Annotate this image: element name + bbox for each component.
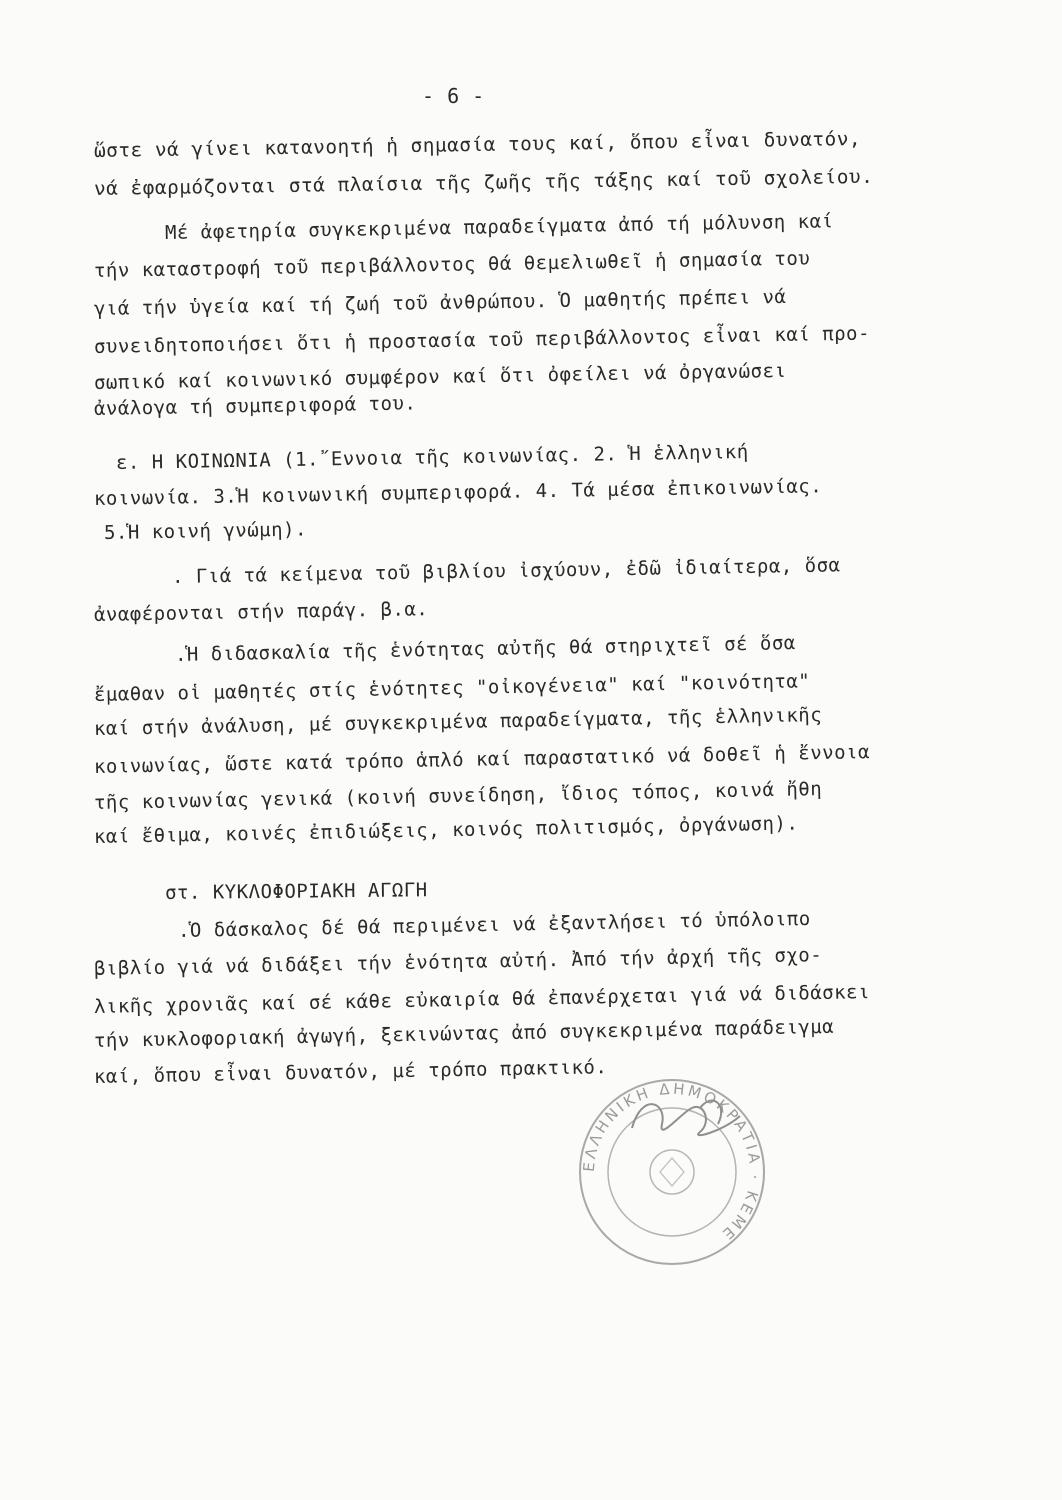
text-line: λικῆς χρονιᾶς καί σέ κάθε εὐκαιρία θά ἐπανέρχεται γιά νά διδάσκει (93, 981, 871, 1018)
text-line: σωπικό καί κοινωνικό συμφέρον καί ὅτι ὀφείλει νά ὀργανώσει (93, 359, 787, 394)
svg-text:ΕΛΛΗΝΙΚΗ ΔΗΜΟΚΡΑΤΙΑ · ΚΕΜΕ: ΕΛΛΗΝΙΚΗ ΔΗΜΟΚΡΑΤΙΑ · ΚΕΜΕ (579, 1079, 765, 1245)
text-line: καί ἔθιμα, κοινές ἐπιδιώξεις, κοινός πολιτισμός, ὀργάνωση). (93, 812, 799, 848)
text-line: κοινωνία. 3.Ἡ κοινωνική συμπεριφορά. 4. Τά μέσα ἐπικοινωνίας. (93, 475, 823, 510)
text-line: ἀνάλογα τή συμπεριφορά του. (93, 392, 417, 420)
text-line: ὥστε νά γίνει κατανοητή ἡ σημασία τους καί, ὅπου εἶναι δυνατόν, (93, 127, 862, 162)
text-line: .Ἡ διδασκαλία τῆς ἑνότητας αὐτῆς θά στηριχτεῖ σέ ὅσα (174, 632, 796, 666)
text-line: καί, ὅπου εἶναι δυνατόν, μέ τρόπο πρακτικό. (93, 1056, 608, 1088)
text-line: Μέ ἀφετηρία συγκεκριμένα παραδείγματα ἀπό τή μόλυνση καί (164, 210, 834, 244)
text-line: .Ὁ δάσκαλος δέ θά περιμένει νά ἐξαντλήσει τό ὑπόλοιπο (177, 907, 811, 942)
text-line: τήν κυκλοφοριακή ἀγωγή, ξεκινώντας ἀπό συγκεκριμένα παράδειγμα (93, 1015, 835, 1052)
section-heading: ε. Η ΚΟΙΝΩΝΙΑ (1.῎Εννοια τῆς κοινωνίας. 2. Ἡ ἑλληνική (115, 440, 749, 474)
text-line: καί στήν ἀνάλυση, μέ συγκεκριμένα παραδείγματα, τῆς ἑλληνικῆς (93, 704, 823, 740)
text-line: νά ἐφαρμόζονται στά πλαίσια τῆς ζωῆς τῆς τάξης καί τοῦ σχολείου. (93, 165, 874, 200)
section-heading: στ. ΚΥΚΛΟΦΟΡΙΑΚΗ ΑΓΩΓΗ (164, 879, 428, 904)
text-line: ἀναφέρονται στήν παράγ. β.α. (93, 598, 429, 626)
text-line: . Γιά τά κείμενα τοῦ βιβλίου ἰσχύουν, ἐδῶ ἰδιαίτερα, ὅσα (171, 554, 841, 588)
text-line: συνειδητοποιήσει ὅτι ἡ προστασία τοῦ περιβάλλοντος εἶναι καί προ- (93, 322, 871, 358)
text-line: κοινωνίας, ὥστε κατά τρόπο ἁπλό καί παραστατικό νά δοθεῖ ἡ ἔννοια (93, 741, 871, 778)
text-line: βιβλίο γιά νά διδάξει τήν ἑνότητα αὐτή. Ἀπό τήν ἀρχή τῆς σχο- (93, 944, 823, 980)
text-line: τῆς κοινωνίας γενικά (κοινή συνείδηση, ἴδιος τόπος, κοινά ἤθη (93, 778, 823, 814)
text-line: τήν καταστροφή τοῦ περιβάλλοντος θά θεμελιωθεῖ ἡ σημασία του (93, 247, 811, 282)
text-line: γιά τήν ὑγεία καί τή ζωή τοῦ ἀνθρώπου. Ὁ μαθητής πρέπει νά (93, 285, 787, 320)
page-number: - 6 - (422, 84, 485, 108)
text-line: 5.Ἡ κοινή γνώμη). (103, 518, 308, 544)
text-line: ἔμαθαν οἱ μαθητές στίς ἑνότητες "οἰκογένεια" καί "κοινότητα" (93, 670, 811, 706)
official-stamp (572, 1072, 772, 1272)
